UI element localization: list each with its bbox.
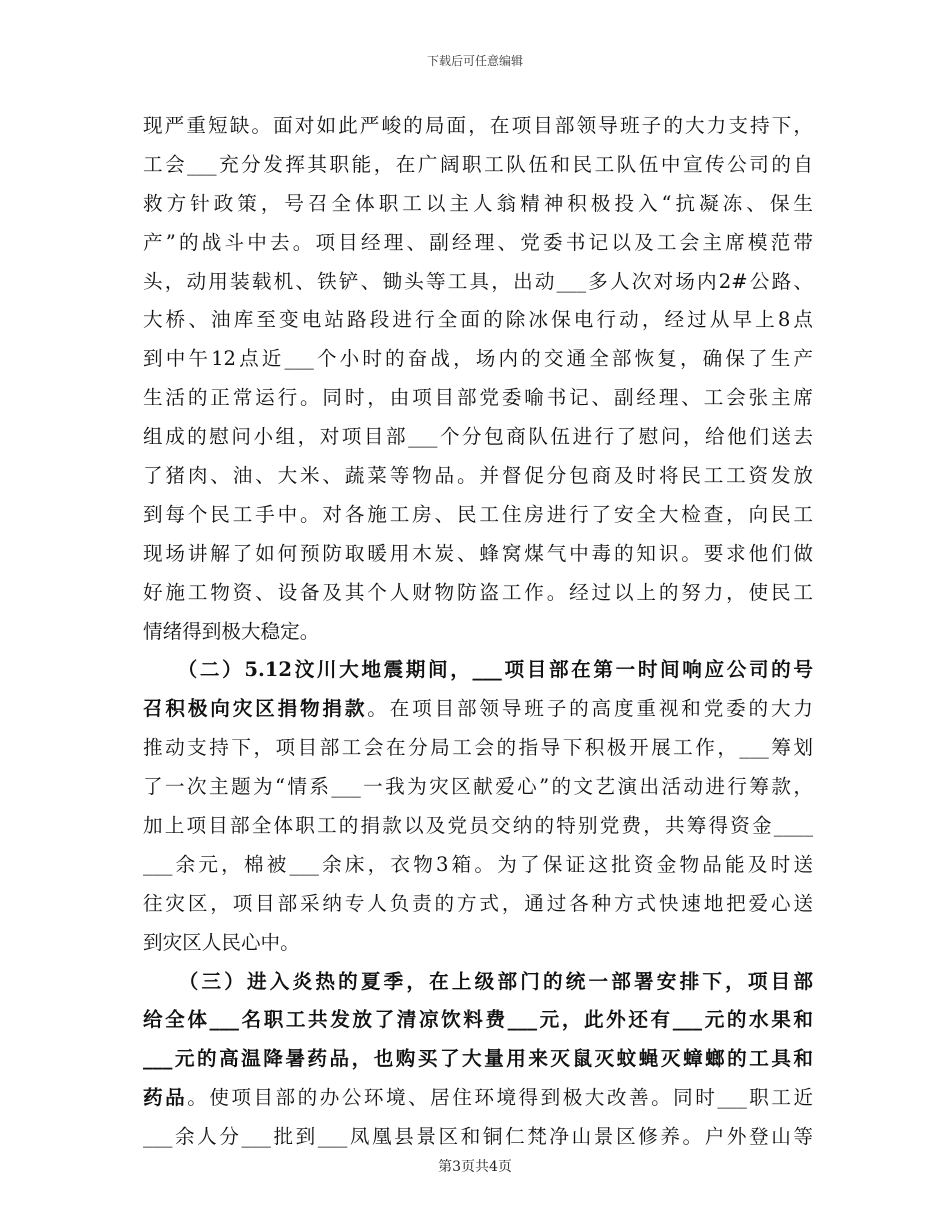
text-segment: 组成的慰问小组，对项目部___个分包商队伍进行了慰问，给他们送去: [143, 425, 813, 449]
text-segment: 。使项目部的办公环境、居住环境得到极大改善。同时___职工近: [187, 1086, 814, 1110]
text-segment: 现场讲解了如何预防取暖用木炭、蜂窝煤气中毒的知识。要求他们做: [143, 541, 813, 565]
text-line: [143, 846, 813, 885]
text-segment: 推动支持下，项目部工会在分局工会的指导下积极开展工作，___筹划: [143, 736, 813, 760]
text-line: [143, 457, 813, 496]
text-line: [143, 379, 813, 418]
text-segment: ___余人分___批到___凤凰县景区和铜仁梵净山景区修养。户外登山等: [143, 1125, 813, 1149]
text-line: [143, 1040, 813, 1079]
text-line: [143, 185, 813, 224]
text-line: [143, 224, 813, 263]
text-segment: 到中午12点近___个小时的奋战，场内的交通全部恢复，确保了生产: [143, 347, 813, 371]
bold-text-segment: 药品: [143, 1086, 188, 1110]
bold-text-segment: （二）5.12汶川大地震期间，___项目部在第一时间响应公司的号: [143, 658, 813, 682]
text-line: [143, 1079, 813, 1118]
document-body: [143, 107, 813, 1157]
text-line: [143, 340, 813, 379]
text-line: [143, 885, 813, 924]
text-line: [143, 574, 813, 613]
text-segment: 了猪肉、油、大米、蔬菜等物品。并督促分包商及时将民工工资发放: [143, 464, 813, 488]
text-line: [143, 651, 813, 690]
text-segment: 加上项目部全体职工的捐款以及党员交纳的特别党费，共筹得资金____: [143, 814, 813, 838]
text-line: [143, 1001, 813, 1040]
text-segment: 情绪得到极大稳定。: [143, 619, 320, 643]
text-line: [143, 613, 813, 652]
text-line: [143, 963, 813, 1002]
text-line: [143, 924, 813, 963]
text-segment: 好施工物资、设备及其个人财物防盗工作。经过以上的努力，使民工: [143, 580, 813, 604]
text-segment: 产”的战斗中去。项目经理、副经理、党委书记以及工会主席模范带: [143, 230, 813, 254]
text-line: [143, 263, 813, 302]
page-footer: 第3页共4页: [438, 1159, 512, 1175]
text-line: [143, 418, 813, 457]
bold-text-segment: （三）进入炎热的夏季，在上级部门的统一部署安排下，项目部: [143, 969, 813, 993]
text-line: [143, 807, 813, 846]
text-segment: 大桥、油库至变电站路段进行全面的除冰保电行动，经过从早上8点: [143, 308, 813, 332]
text-segment: 。在项目部领导班子的高度重视和党委的大力: [367, 697, 814, 721]
bold-text-segment: ___元的高温降暑药品，也购买了大量用来灭鼠灭蚊蝇灭蟑螂的工具和: [143, 1047, 813, 1071]
text-segment: 救方针政策，号召全体职工以主人翁精神积极投入“抗凝冻、保生: [143, 191, 813, 215]
text-segment: 工会___充分发挥其职能，在广阔职工队伍和民工队伍中宣传公司的自: [143, 152, 813, 176]
text-segment: 现严重短缺。面对如此严峻的局面，在项目部领导班子的大力支持下，: [143, 114, 813, 137]
text-line: [143, 1118, 813, 1157]
page-header: 下载后可任意编辑: [426, 54, 523, 68]
text-line: [143, 146, 813, 185]
text-line: [143, 107, 813, 146]
text-line: [143, 301, 813, 340]
text-segment: 到灾区人民心中。: [143, 930, 300, 954]
text-line: [143, 690, 813, 729]
text-line: [143, 535, 813, 574]
text-segment: 到每个民工手中。对各施工房、民工住房进行了安全大检查，向民工: [143, 502, 813, 526]
text-line: [143, 496, 813, 535]
bold-text-segment: 召积极向灾区捐物捐款: [143, 697, 368, 721]
text-segment: 了一次主题为“情系___一我为灾区献爱心”的文艺演出活动进行筹款，: [143, 775, 813, 799]
text-segment: 生活的正常运行。同时，由项目部党委喻书记、副经理、工会张主席: [143, 386, 813, 410]
bold-text-segment: 给全体___名职工共发放了清凉饮料费___元，此外还有___元的水果和: [143, 1008, 813, 1032]
text-line: [143, 729, 813, 768]
text-segment: 往灾区，项目部采纳专人负责的方式，通过各种方式快速地把爱心送: [143, 891, 813, 915]
text-segment: ___余元，棉被___余床，衣物3箱。为了保证这批资金物品能及时送: [143, 852, 813, 876]
text-line: [143, 768, 813, 807]
text-segment: 头，动用装载机、铁铲、锄头等工具，出动___多人次对场内2#公路、: [143, 269, 813, 293]
